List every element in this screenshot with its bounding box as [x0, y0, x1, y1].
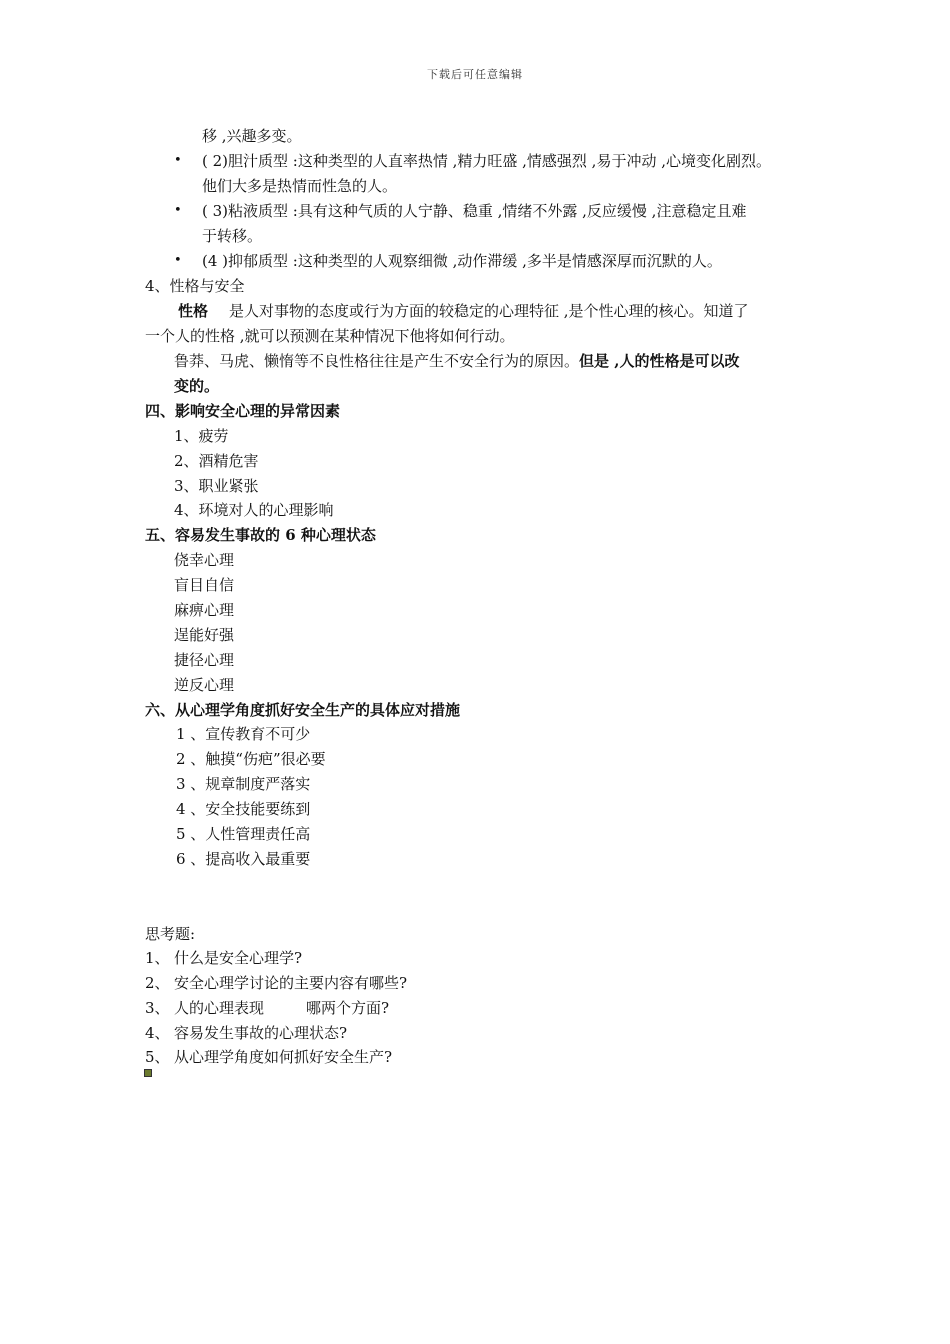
question-text: 容易发生事故的心理状态?	[174, 1024, 348, 1042]
list-item: 捷径心理	[174, 651, 235, 669]
list-item: 侥幸心理	[174, 551, 235, 569]
question-number: 4、	[145, 1024, 170, 1042]
list-item: 1、疲劳	[174, 427, 229, 445]
temperament-item-melancholic: (4 )抑郁质型 :这种类型的人观察细微 ,动作滞缓 ,多半是情感深厚而沉默的人。	[202, 252, 722, 270]
list-item: 3、职业紧张	[174, 477, 259, 495]
question-text: 从心理学角度如何抓好安全生产?	[174, 1048, 393, 1066]
list-item: 逆反心理	[174, 676, 235, 694]
bullet-icon: •	[174, 153, 182, 168]
character-definition: 是人对事物的态度或行为方面的较稳定的心理特征 ,是个性心理的核心。知道了	[229, 302, 749, 320]
list-item: 盲目自信	[174, 576, 235, 594]
temperament-continuation: 移 ,兴趣多变。	[202, 127, 302, 145]
character-definition-cont: 一个人的性格 ,就可以预测在某种情况下他将如何行动。	[145, 327, 515, 345]
temperament-item-choleric: ( 2)胆汁质型 :这种类型的人直率热情 ,精力旺盛 ,情感强烈 ,易于冲动 ,心境变化剧烈。	[202, 152, 771, 170]
character-paragraph-emphasis: 但是 ,人的性格是可以改	[579, 352, 740, 370]
list-item: 3 、规章制度严落实	[176, 775, 311, 793]
question-text: 安全心理学讨论的主要内容有哪些?	[174, 974, 408, 992]
temperament-item-phlegmatic-cont: 于转移。	[202, 227, 263, 245]
question-text: 什么是安全心理学?	[174, 949, 303, 967]
bullet-icon: •	[174, 203, 182, 218]
question-text: 人的心理表现	[174, 999, 265, 1017]
list-item: 逞能好强	[174, 626, 235, 644]
list-item: 5 、人性管理责任高	[176, 825, 311, 843]
question-number: 3、	[145, 999, 170, 1017]
list-item: 2 、触摸“伤疤”很必要	[176, 750, 326, 768]
list-item: 麻痹心理	[174, 601, 235, 619]
question-number: 1、	[145, 949, 170, 967]
character-paragraph-cont: 变的。	[174, 377, 220, 395]
question-number: 5、	[145, 1048, 170, 1066]
character-term: 性格	[178, 302, 209, 320]
section5-title: 五、容易发生事故的 6 种心理状态	[145, 526, 376, 544]
list-item: 4、环境对人的心理影响	[174, 501, 334, 519]
bullet-icon: •	[174, 253, 182, 268]
question-number: 2、	[145, 974, 170, 992]
character-paragraph-text: 鲁莽、马虎、懒惰等不良性格往往是产生不安全行为的原因。	[174, 352, 580, 370]
temperament-item-phlegmatic: ( 3)粘液质型 :具有这种气质的人宁静、稳重 ,情绪不外露 ,反应缓慢 ,注意稳定且难	[202, 202, 747, 220]
header-note: 下载后可任意编辑	[427, 68, 523, 81]
list-item: 4 、安全技能要练到	[176, 800, 311, 818]
character-paragraph	[174, 351, 739, 371]
section4-title: 四、影响安全心理的异常因素	[145, 402, 341, 420]
image-marker-icon	[144, 1069, 152, 1077]
temperament-item-choleric-cont: 他们大多是热情而性急的人。	[202, 177, 398, 195]
list-item: 1 、宣传教育不可少	[176, 725, 311, 743]
question-text-tail: 哪两个方面?	[306, 999, 390, 1017]
section6-title: 六、从心理学角度抓好安全生产的具体应对措施	[145, 701, 461, 719]
questions-title: 思考题:	[145, 925, 196, 943]
character-heading: 4、性格与安全	[145, 277, 245, 295]
list-item: 2、酒精危害	[174, 452, 259, 470]
list-item: 6 、提高收入最重要	[176, 850, 311, 868]
